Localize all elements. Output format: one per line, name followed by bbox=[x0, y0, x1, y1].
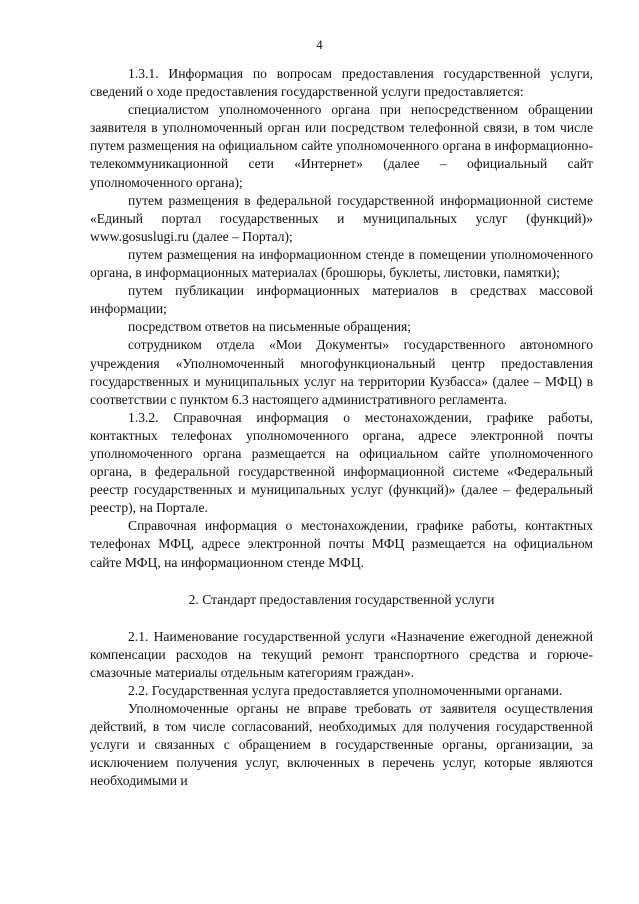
paragraph-1-3-2: 1.3.2. Справочная информация о местонахождении, графике работы, контактных телефонах уполномоченного органа, адресе электронной почты уполномоченного органа размещается на официальном сайте уполномоченного органа, в федеральной государственной информационной системе «Федеральный реестр государственных и муниципальных услуг (функций)» (далее – федеральный реестр), на Портале. bbox=[90, 409, 593, 516]
list-item-mfc-employee: сотрудником отдела «Мои Документы» государственного автономного учреждения «Уполномоченный многофункциональный центр предоставления государственных и муниципальных услуг на территории Кузбасса» (далее – МФЦ) в соответствии с пунктом 6.3 настоящего административного регламента. bbox=[90, 337, 593, 407]
paragraph-1-3-1: 1.3.1. Информация по вопросам предоставления государственной услуги, сведений о ходе предоставления государственной услуги предоставляется: bbox=[90, 66, 593, 100]
list-item-specialist: специалистом уполномоченного органа при непосредственном обращении заявителя в уполномоченный орган или посредством телефонной связи, в том числе путем размещения на официальном сайте уполномоченного органа в информационно-телекоммуникационной сети «Интернет» (далее – официальный сайт уполномоченного органа); bbox=[90, 102, 593, 190]
paragraph-authorized-bodies: Уполномоченные органы не вправе требовать от заявителя осуществления действий, в том числе согласований, необходимых для получения государственной услуги и связанных с обращением в государственные органы, организации, за исключением получения услуг, включенных в перечень услуг, которые являются необходимыми и bbox=[90, 701, 593, 789]
page-number: 4 bbox=[316, 38, 323, 52]
paragraph-mfc-reference-info: Справочная информация о местонахождении, графике работы, контактных телефонах МФЦ, адресе электронной почты МФЦ размещается на официальном сайте МФЦ, на информационном стенде МФЦ. bbox=[90, 518, 593, 570]
section-heading: 2. Стандарт предоставления государственной услуги bbox=[188, 591, 495, 607]
list-item-mass-media: путем публикации информационных материалов в средствах массовой информации; bbox=[90, 283, 593, 317]
document-body bbox=[90, 65, 593, 791]
paragraph-2-2: 2.2. Государственная услуга предоставляется уполномоченными органами. bbox=[128, 683, 563, 698]
list-item-portal: путем размещения в федеральной государственной информационной системе «Единый портал государственных и муниципальных услуг (функций)» www.gosuslugi.ru (далее – Портал); bbox=[90, 192, 593, 244]
paragraph-2-1: 2.1. Наименование государственной услуги «Назначение ежегодной денежной компенсации расходов на текущий ремонт транспортного средства и горюче-смазочные материалы отдельным категориям граждан». bbox=[90, 628, 593, 680]
list-item-written-requests: посредством ответов на письменные обращения; bbox=[128, 319, 412, 335]
list-item-info-stand: путем размещения на информационном стенде в помещении уполномоченного органа, в информационных материалах (брошюры, буклеты, листовки, памятки); bbox=[90, 246, 593, 281]
